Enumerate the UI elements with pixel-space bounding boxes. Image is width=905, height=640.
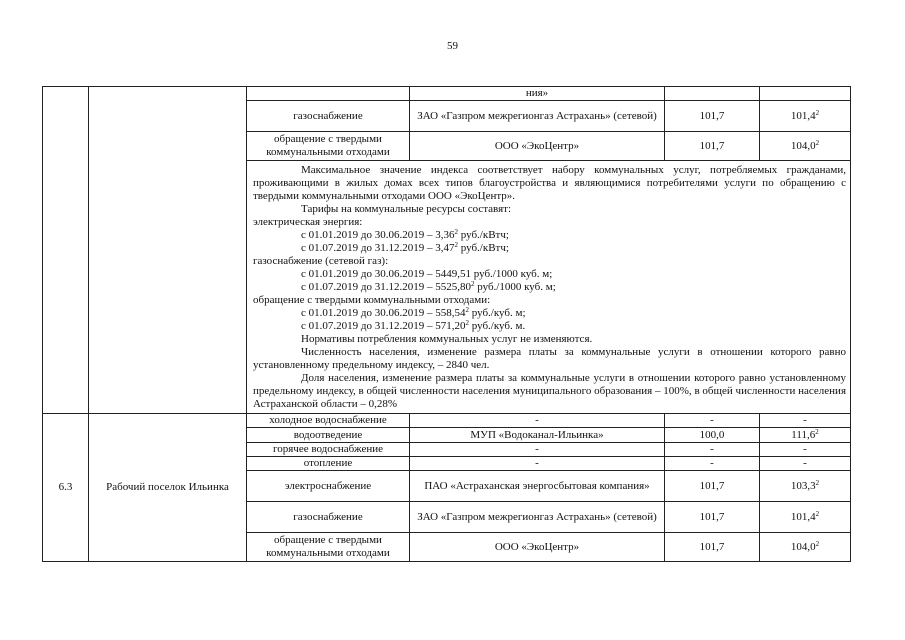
index-cell: - <box>665 414 760 428</box>
note-tariff-line: с 01.01.2019 до 30.06.2019 – 3,36$^2$ руб./кВтч; <box>301 228 509 241</box>
note-paragraph: Максимальное значение индекса соответствует набору коммунальных услуг, потребляемых гражданами, проживающими в жилых домах всех типов благоустройства и являющимися потребителями услуги по обращению с твердыми коммунальными отходами ООО «ЭкоЦентр». <box>253 164 846 202</box>
index-cell: 101,7 <box>665 471 760 502</box>
note-electric-heading: электрическая энергия: <box>253 216 363 228</box>
provider-cell: - <box>410 443 665 457</box>
note-tariff-line: с 01.07.2019 до 31.12.2019 – 5525,80$^2$ руб./1000 куб. м; <box>301 280 556 293</box>
section-number: 6.3 <box>43 414 89 562</box>
max-index-cell: 101,4$^2$ <box>760 101 851 132</box>
service-cell: газоснабжение <box>247 101 410 132</box>
note-tariff-line: с 01.07.2019 до 31.12.2019 – 3,47$^2$ руб./кВтч; <box>301 241 509 254</box>
table-row <box>43 414 851 428</box>
max-index-cell: - <box>760 457 851 471</box>
provider-cell: - <box>410 457 665 471</box>
provider-cell: ЗАО «Газпром межрегионгаз Астрахань» (сетевой) <box>410 502 665 533</box>
index-cell: - <box>665 443 760 457</box>
page-number: 59 <box>447 40 458 52</box>
service-cell: горячее водоснабжение <box>247 443 410 457</box>
note-tariff-line: с 01.07.2019 до 31.12.2019 – 571,20$^2$ руб./куб. м. <box>301 319 526 332</box>
number-cell <box>43 87 89 414</box>
provider-cell: ПАО «Астраханская энергосбытовая компания» <box>410 471 665 502</box>
note-waste-heading: обращение с твердыми коммунальными отходами: <box>253 294 491 306</box>
provider-cell: ЗАО «Газпром межрегионгаз Астрахань» (сетевой) <box>410 101 665 132</box>
service-cell: отопление <box>247 457 410 471</box>
municipality-cell <box>89 87 247 414</box>
max-index-cell: 104,0$^2$ <box>760 533 851 562</box>
max-index-cell <box>760 87 851 101</box>
max-index-cell: 101,4$^2$ <box>760 502 851 533</box>
note-population: Численность населения, изменение размера платы за коммунальные услуги в отношении которого равно установленному предельному индексу, – 2840 чел. <box>253 346 846 371</box>
index-cell: 101,7 <box>665 502 760 533</box>
note-share: Доля населения, изменение размера платы за коммунальные услуги в отношении которого равно установленному предельному индексу, в общей численности населения муниципального образования – 100%, в общей численности населения Астраханской области – 0,28% <box>253 372 846 410</box>
provider-cell: ООО «ЭкоЦентр» <box>410 132 665 161</box>
service-cell: обращение с твердыми коммунальными отходами <box>247 533 410 562</box>
service-cell: водоотведение <box>247 428 410 443</box>
max-index-cell: - <box>760 414 851 428</box>
provider-cell: ния» <box>410 87 665 101</box>
provider-cell: - <box>410 414 665 428</box>
note-tariffs-heading: Тарифы на коммунальные ресурсы составят: <box>301 203 512 215</box>
index-cell: 101,7 <box>665 101 760 132</box>
max-index-cell: 111,6$^2$ <box>760 428 851 443</box>
provider-cell: ООО «ЭкоЦентр» <box>410 533 665 562</box>
tariff-table <box>42 86 851 562</box>
provider-cell: МУП «Водоканал-Ильинка» <box>410 428 665 443</box>
note-gas-heading: газоснабжение (сетевой газ): <box>253 255 389 267</box>
service-cell <box>247 87 410 101</box>
table-row <box>43 87 851 101</box>
note-cell <box>247 161 851 414</box>
service-cell: электроснабжение <box>247 471 410 502</box>
index-cell: 101,7 <box>665 132 760 161</box>
index-cell: - <box>665 457 760 471</box>
service-cell: обращение с твердыми коммунальными отходами <box>247 132 410 161</box>
max-index-cell: 104,0$^2$ <box>760 132 851 161</box>
index-cell: 101,7 <box>665 533 760 562</box>
note-tariff-line: с 01.01.2019 до 30.06.2019 – 558,54$^2$ руб./куб. м; <box>301 306 526 319</box>
municipality-name: Рабочий поселок Ильинка <box>89 414 247 562</box>
max-index-cell: 103,3$^2$ <box>760 471 851 502</box>
service-cell: холодное водоснабжение <box>247 414 410 428</box>
service-cell: газоснабжение <box>247 502 410 533</box>
note-norms: Нормативы потребления коммунальных услуг не изменяются. <box>301 333 593 345</box>
index-cell <box>665 87 760 101</box>
max-index-cell: - <box>760 443 851 457</box>
note-tariff-line: с 01.01.2019 до 30.06.2019 – 5449,51 руб./1000 куб. м; <box>301 268 553 280</box>
index-cell: 100,0 <box>665 428 760 443</box>
